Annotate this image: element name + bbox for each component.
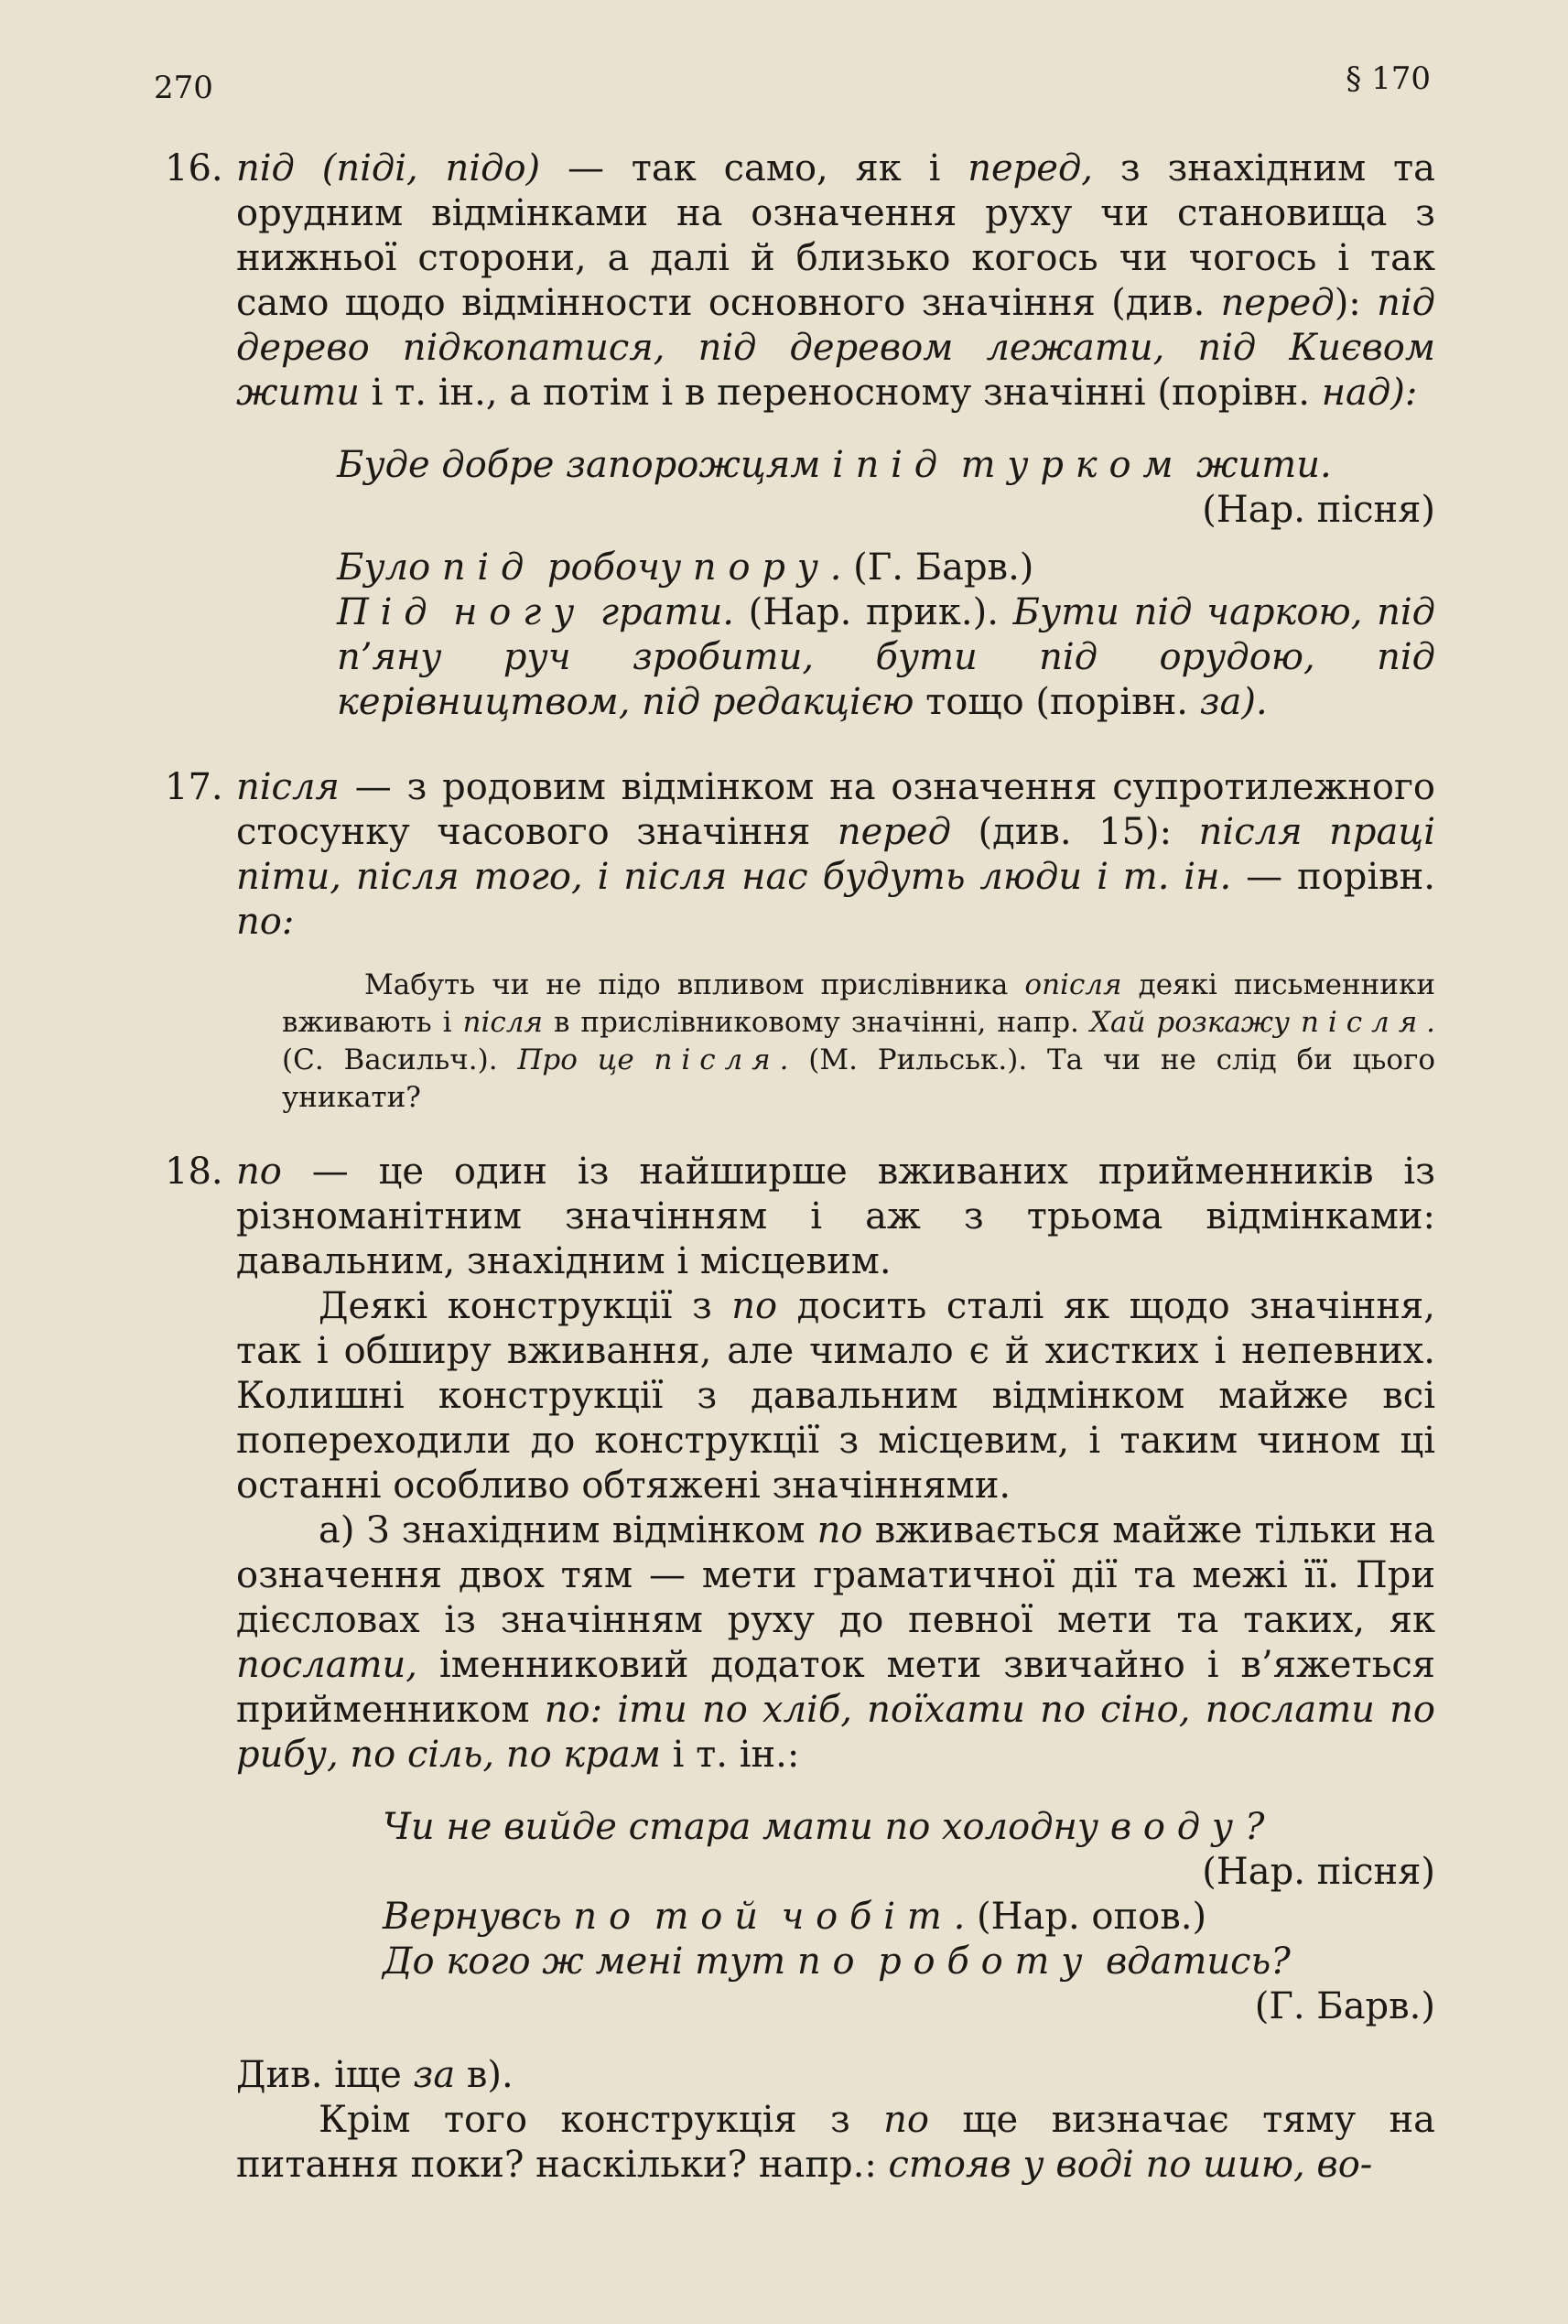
quotation-source: (Нар. пісня)	[1202, 1851, 1435, 1893]
entry-number: 16.	[165, 147, 223, 189]
paragraph: Крім того конструкція з по ще визначає тяму на питання поки? наскільки? напр.: стояв у воді по шию, во-	[236, 2099, 1435, 2186]
page-body	[154, 146, 1435, 2188]
quotation-line: Буде добре запорожцям і під турком жити.	[337, 444, 1332, 486]
entry-text: під (піді, підо) — так само, як і перед, з знахідним та орудним відмінками на означення руху чи становища з нижньої сторони, а далі й близько когось чи чогось і так само щодо відмінности основного значіння (див. перед): під дерево підкопатися, під деревом лежати, під Києвом жити і т. ін., а потім і в переносному значінні (порівн. над):	[236, 147, 1436, 414]
cross-reference: Див. іще за в).	[236, 2054, 514, 2096]
quotation-line: Під ногу грати. (Нар. прик.). Бути під чаркою, під п’яну руч зробити, бути під орудою, під керівництвом, під редакцією тощо (порівн. за).	[337, 591, 1436, 723]
entry-number: 17.	[165, 766, 223, 808]
entry-16	[154, 146, 1435, 725]
quotation-line: Вернувсь по той чобіт. (Нар. опов.)	[383, 1896, 1207, 1938]
paragraph: Деякі конструкції з по досить сталі як щодо значіння, так і обширу вживання, але чимало є й хистких і непевних. Колишні конструкції з давальним відмінком майже всі попереходили до конструкції з місцевим, і таким чином ці останні особливо обтяжені значіннями.	[236, 1285, 1435, 1507]
quotation-source: (Г. Барв.)	[1254, 1985, 1435, 2027]
small-print-note	[236, 967, 1435, 1117]
page-number: 270	[154, 70, 213, 106]
quotation-line: Було під робочу пору. (Г. Барв.)	[337, 546, 1034, 589]
entry-17	[154, 765, 1435, 1117]
entry-number: 18.	[165, 1151, 223, 1193]
section-number: § 170	[1346, 60, 1431, 97]
note-text: Мабуть чи не підо впливом прислівника опісля деякі письменники вживають і після в прислівниковому значінні, напр. Хай розкажу після. (С. Васильч.). Про це після. (М. Рильськ.). Та чи не слід би цього уникати?	[282, 968, 1435, 1114]
quotation-block	[236, 443, 1435, 725]
page-header	[154, 60, 1431, 106]
entry-text: після — з родовим відмінком на означення супротилежного стосунку часового значіння перед (див. 15): після праці піти, після того, і після нас будуть люди і т. ін. — порівн. по:	[236, 766, 1436, 943]
quotation-line: До кого ж мені тут по роботу вдатись?	[383, 1940, 1291, 1983]
entry-text: по — це один із найширше вживаних прийменників із різноманітним значінням і аж з трьома відмінками: давальним, знахідним і місцевим.	[236, 1151, 1435, 1282]
entry-18	[154, 1150, 1435, 2188]
quotation-line: Чи не вийде стара мати по холодну воду?	[383, 1806, 1265, 1848]
quotation-block	[236, 1805, 1435, 2029]
quotation-source: (Нар. пісня)	[1202, 489, 1435, 531]
paragraph: а) З знахідним відмінком по вживається майже тільки на означення двох тям — мети граматичної дії та межі її. При дієсловах із значінням руху до певної мети та таких, як послати, іменниковий додаток мети звичайно і в’яжеться прийменником по: іти по хліб, поїхати по сіно, послати по рибу, по сіль, по крам і т. ін.:	[236, 1509, 1435, 1776]
